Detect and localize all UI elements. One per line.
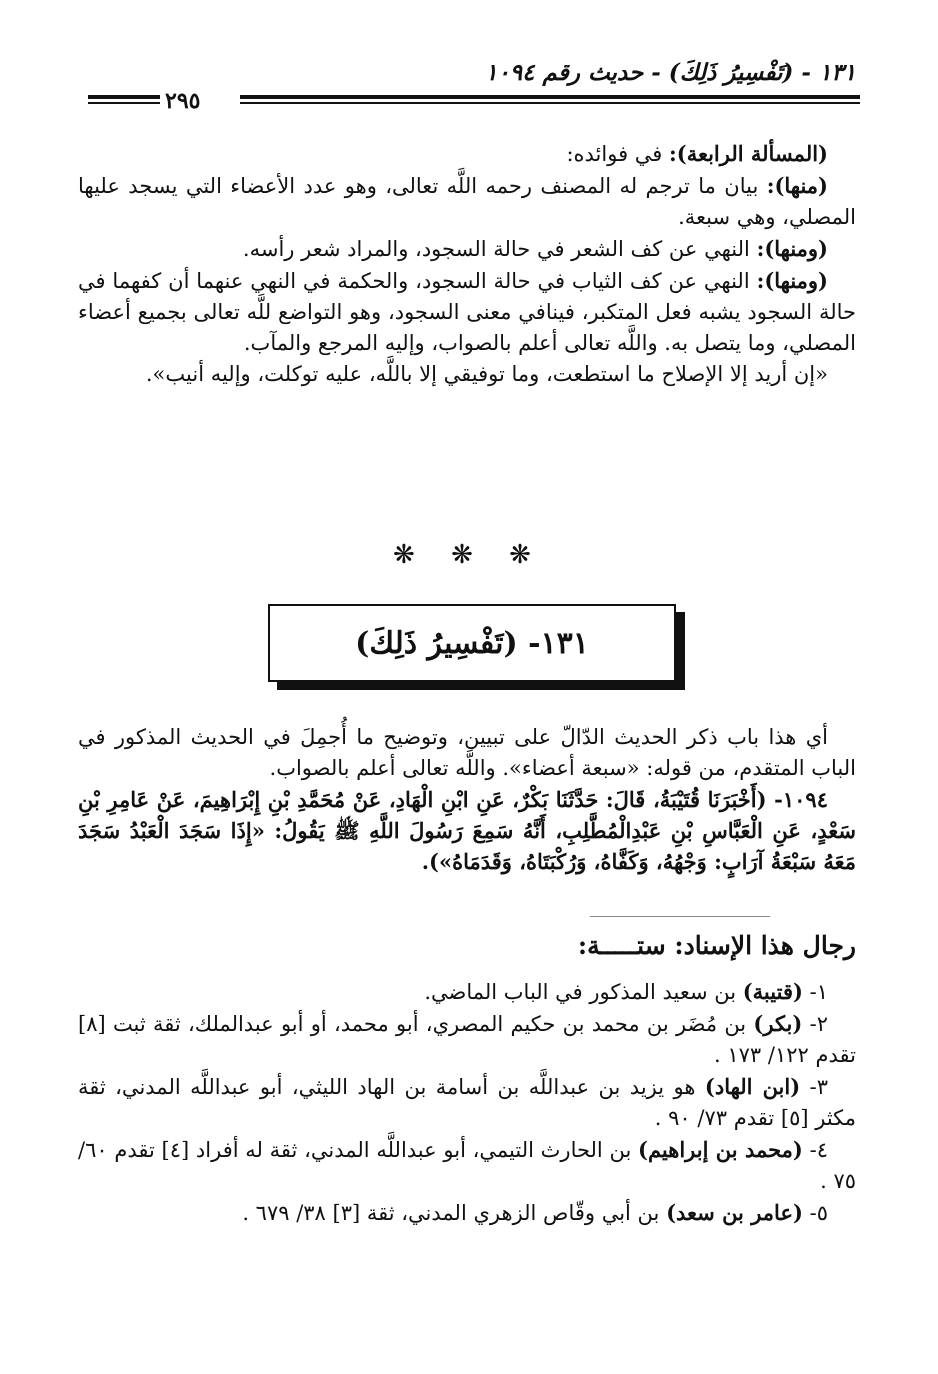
list-item: ٢- (بكر) بن مُضَر بن محمد بن حكيم المصري، أبو محمد، أو أبو عبدالملك، ثقة ثبت [٨] تقدم ١٢٢/ ١٧٣ . — [78, 1011, 856, 1067]
chapter-title: ١٣١- (تَفْسِيرُ ذَلِكَ) — [355, 625, 589, 661]
chapter-text — [78, 722, 856, 877]
narrators-list — [78, 976, 856, 1229]
list-item: ٥- (عامر بن سعد) بن أبي وقّاص الزهري المدني، ثقة [٣] ٣٨/ ٦٧٩ . — [242, 1200, 828, 1225]
running-header: ١٣١ - (تَفْسِيرُ ذَلِكَ) - حديث رقم ١٠٩٤ — [485, 59, 856, 86]
paragraph: (منها): بيان ما ترجم له المصنف رحمه اللَّه تعالى، وهو عدد الأعضاء التي يسجد عليها المصلي، وهي سبعة. — [78, 173, 856, 229]
list-item: ٤- (محمد بن إبراهيم) بن الحارث التيمي، أبو عبداللَّه المدني، ثقة له أفراد [٤] تقدم ٦٠/ ٧٥ . — [78, 1137, 856, 1193]
narrators-heading: رجال هذا الإسناد: ستـــــة: — [577, 931, 856, 960]
list-item: ٣- (ابن الهاد) هو يزيد بن عبداللَّه بن أسامة بن الهاد الليثي، أبو عبداللَّه المدني، ثقة مكثر [٥] تقدم ٧٣/ ٩٠ . — [78, 1074, 856, 1130]
divider — [590, 916, 770, 917]
paragraph: (ومنها): النهي عن كف الشعر في حالة السجود، والمراد شعر رأسه. — [242, 236, 828, 261]
quran-quote: «إن أريد إلا الإصلاح ما استطعت، وما توفيقي إلا باللَّه، عليه توكلت، وإليه أنيب». — [145, 362, 828, 386]
previous-section-text — [78, 138, 856, 390]
hadith-text: ١٠٩٤- (أَخْبَرَنَا قُتَيْبَةُ، قَالَ: حَدَّثَنَا بَكْرٌ، عَنِ ابْنِ الْهَادِ، عَنْ مُحَمَّدِ بْنِ إِبْرَاهِيمَ، عَنْ عَامِرِ بْنِ سَعْدٍ، عَنِ الْعَبَّاسِ بْنِ عَبْدِالْمُطَّلِبِ، أَنَّهُ سَمِعَ رَسُولَ اللَّهِ ﷺ يَقُولُ: «إِذَا سَجَدَ الْعَبْدُ سَجَدَ مَعَهُ سَبْعَةُ آرَابٍ: وَجْهُهُ، وَكَفَّاهُ، وَرُكْبَتَاهُ، وَقَدَمَاهُ»). — [78, 787, 856, 874]
header-rule-right — [240, 95, 860, 104]
page-number: ٢٩٥ — [165, 88, 201, 114]
paragraph: (المسألة الرابعة): في فوائده: — [566, 141, 828, 166]
chapter-intro: أي هذا باب ذكر الحديث الدّالّ على تبيين، وتوضيح ما أُجمِلَ في الحديث المذكور في الباب المتقدم، من قوله: «سبعة أعضاء». واللَّه تعالى أعلم بالصواب. — [78, 725, 856, 780]
list-item: ١- (قتيبة) بن سعيد المذكور في الباب الماضي. — [424, 979, 828, 1004]
header-rule-left — [88, 95, 160, 104]
section-separator: ❋ ❋ ❋ — [393, 540, 545, 570]
paragraph: (ومنها): النهي عن كف الثياب في حالة السجود، والحكمة في النهي عنهما أن كفهما في حالة السجود يشبه فعل المتكبر، فينافي معنى السجود، وهو التواضع للَّه تعالى بجميع أعضاء المصلي، وما يتصل به. واللَّه تعالى أعلم بالصواب، وإليه المرجع والمآب. — [78, 268, 856, 355]
chapter-title-box — [268, 604, 676, 682]
